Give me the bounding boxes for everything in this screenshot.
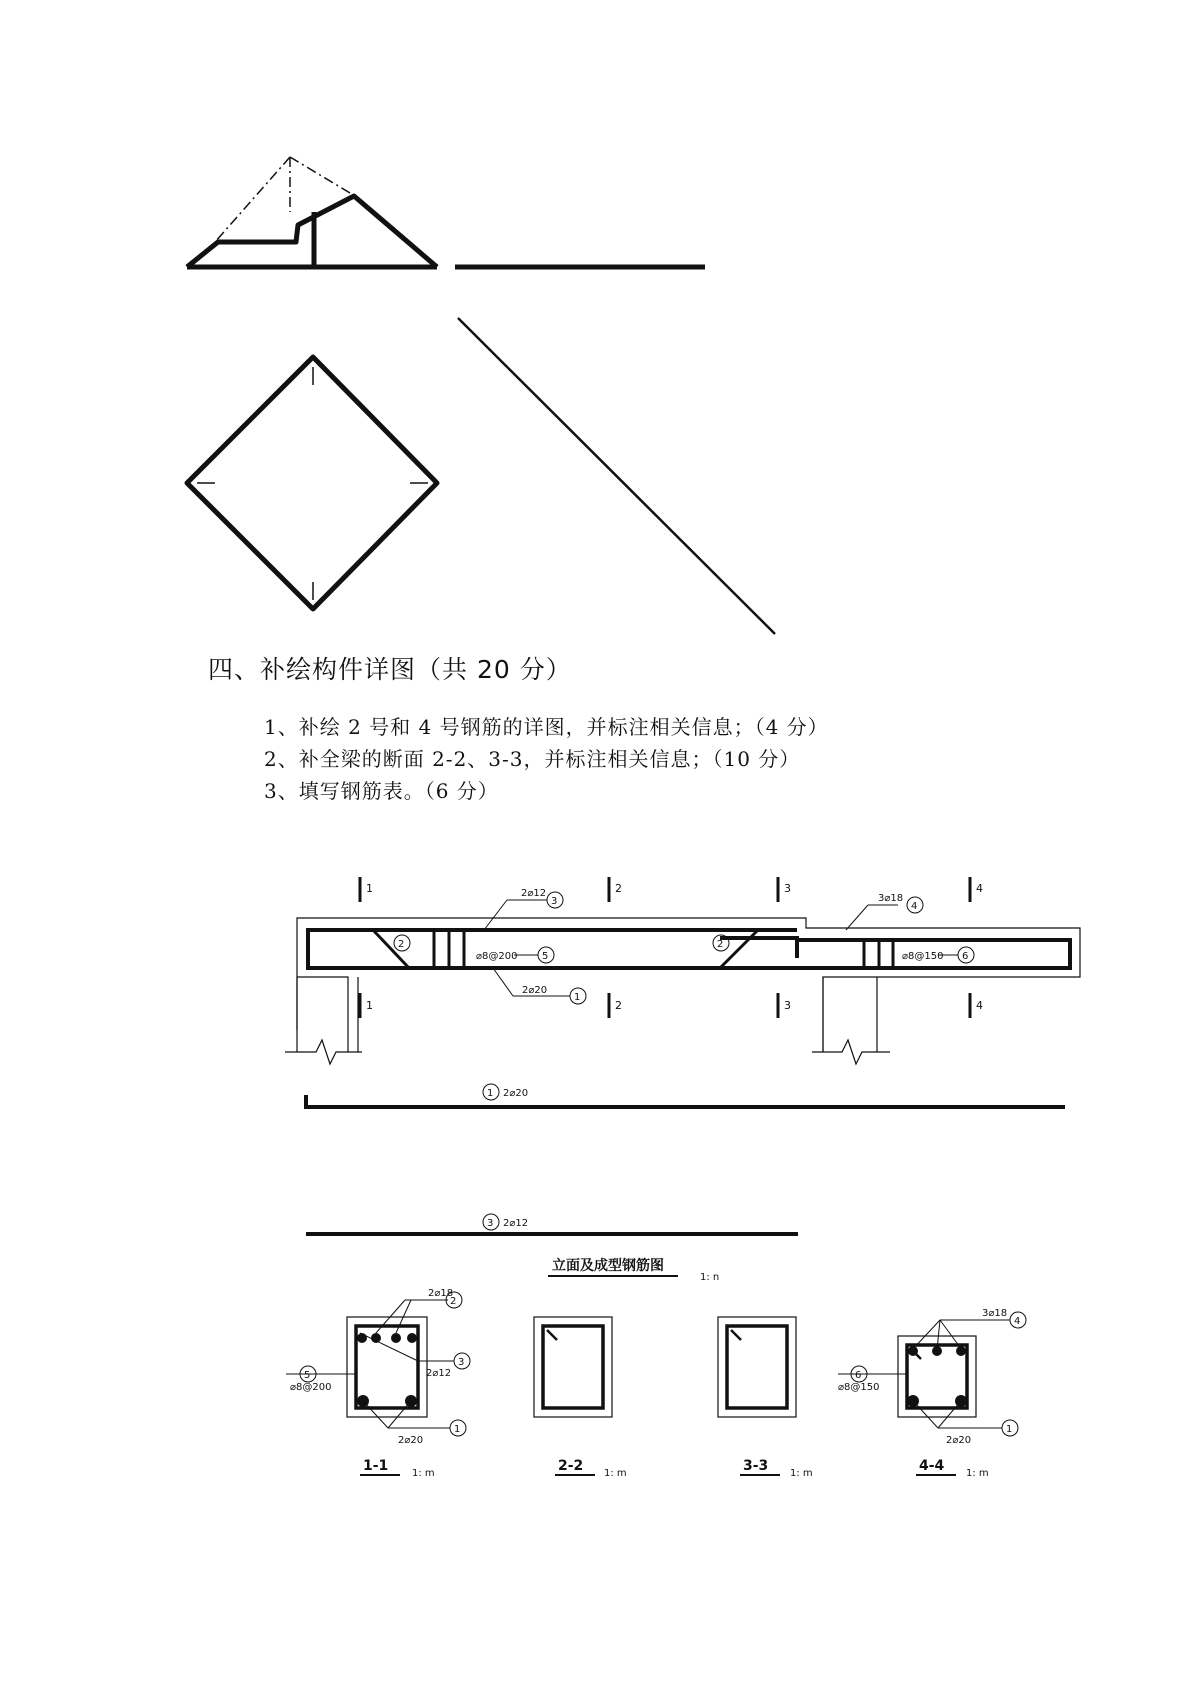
bubble-3-num: 3 xyxy=(551,896,558,907)
section-1-bubble-3-num: 3 xyxy=(458,1357,465,1368)
section-4-bar-tr xyxy=(956,1346,966,1356)
section-1-bar-bl xyxy=(357,1395,369,1407)
section-2-outline xyxy=(534,1317,612,1417)
section-1-bar-tl xyxy=(357,1333,367,1343)
bubble-1-num: 1 xyxy=(574,992,581,1003)
section-num-4-bottom: 4 xyxy=(976,999,983,1012)
section-3-scale: 1: m xyxy=(790,1468,813,1479)
section-1-top-label: 2⌀18 xyxy=(428,1288,454,1299)
section-4-bar-br xyxy=(955,1395,967,1407)
section-num-1-top: 1 xyxy=(366,882,373,895)
section-1-bottom-label: 2⌀20 xyxy=(398,1435,424,1446)
section-3-hook xyxy=(731,1330,741,1340)
section-num-1-bottom: 1 xyxy=(366,999,373,1012)
section-4-bubble-6-num: 6 xyxy=(855,1370,862,1381)
section-1-mid-label: 2⌀12 xyxy=(426,1368,452,1379)
section-4-bar-tl xyxy=(908,1346,918,1356)
bottom-bar xyxy=(308,948,1070,968)
bubble-2-right-num: 2 xyxy=(717,939,724,950)
section-3-title: 3-3 xyxy=(743,1458,769,1474)
section-1-bubble-2-num: 2 xyxy=(450,1296,457,1307)
section-num-2-bottom: 2 xyxy=(615,999,622,1012)
section-4-bottom-label: 2⌀20 xyxy=(946,1435,972,1446)
detail-bar-3-label: 2⌀12 xyxy=(503,1218,529,1229)
question-item-3: 3、填写钢筋表。（6 分） xyxy=(264,779,499,803)
bubble-6-num: 6 xyxy=(962,951,969,962)
section-2-hook xyxy=(547,1330,557,1340)
section-4-title: 4-4 xyxy=(919,1458,945,1474)
section-1-bottom-leader-a xyxy=(364,1402,388,1428)
section-1-bar-br xyxy=(405,1395,417,1407)
section-1-bottom-leader-b xyxy=(388,1402,410,1428)
section-4-bar-bl xyxy=(907,1395,919,1407)
bubble-5-num: 5 xyxy=(542,951,549,962)
section-4-bottom-leader-b xyxy=(938,1402,960,1428)
label-top-right: 3⌀18 xyxy=(878,893,904,904)
section-1-stirrup-label: ⌀8@200 xyxy=(290,1382,332,1393)
section-2-title: 2-2 xyxy=(558,1458,584,1474)
section-2-scale: 1: m xyxy=(604,1468,627,1479)
section-4-bottom-leader-a xyxy=(914,1402,938,1428)
drawing-scale: 1: n xyxy=(700,1272,720,1283)
leader-3 xyxy=(484,900,507,930)
detail-bar-1-label: 2⌀20 xyxy=(503,1088,529,1099)
break-mark-right xyxy=(812,1040,890,1064)
label-stirrup-right: ⌀8@150 xyxy=(902,951,944,962)
section-1-scale: 1: m xyxy=(412,1468,435,1479)
question-item-2: 2、补全梁的断面 2-2、3-3，并标注相关信息；（10 分） xyxy=(264,747,801,771)
label-top-left: 2⌀12 xyxy=(521,888,547,899)
detail-bubble-3-num: 3 xyxy=(487,1218,494,1229)
section-heading: 四、补绘构件详图（共 20 分） xyxy=(208,655,572,684)
label-bottom: 2⌀20 xyxy=(522,985,548,996)
bubble-4-num: 4 xyxy=(911,901,918,912)
section-1-bar-tr xyxy=(407,1333,417,1343)
detail-bubble-1-num: 1 xyxy=(487,1088,494,1099)
section-3-stirrup xyxy=(727,1326,787,1408)
section-4-bubble-1-num: 1 xyxy=(1006,1424,1013,1435)
section-2-stirrup xyxy=(543,1326,603,1408)
section-num-4-top: 4 xyxy=(976,882,983,895)
section-1-bubble-1-num: 1 xyxy=(454,1424,461,1435)
section-4-scale: 1: m xyxy=(966,1468,989,1479)
bubble-2-left-num: 2 xyxy=(398,939,405,950)
section-3-outline xyxy=(718,1317,796,1417)
section-1-bubble-5-num: 5 xyxy=(304,1370,311,1381)
detail-bar-1 xyxy=(306,1095,1065,1107)
drawing-title: 立面及成型钢筋图 xyxy=(552,1258,664,1274)
section-4-stirrup-label: ⌀8@150 xyxy=(838,1382,880,1393)
section-1-bar-t2 xyxy=(371,1333,381,1343)
section-1-bar-t3 xyxy=(391,1333,401,1343)
section-num-2-top: 2 xyxy=(615,882,622,895)
section-num-3-bottom: 3 xyxy=(784,999,791,1012)
leader-1 xyxy=(493,968,513,996)
section-4-top-label: 3⌀18 xyxy=(982,1308,1008,1319)
leader-4 xyxy=(846,905,868,930)
section-1-title: 1-1 xyxy=(363,1458,389,1474)
question-item-1: 1、补绘 2 号和 4 号钢筋的详图，并标注相关信息；（4 分） xyxy=(264,715,829,739)
section-4-bubble-4-num: 4 xyxy=(1014,1316,1021,1327)
section-num-3-top: 3 xyxy=(784,882,791,895)
label-stirrup-left: ⌀8@200 xyxy=(476,951,518,962)
section-4-bar-tm xyxy=(932,1346,942,1356)
